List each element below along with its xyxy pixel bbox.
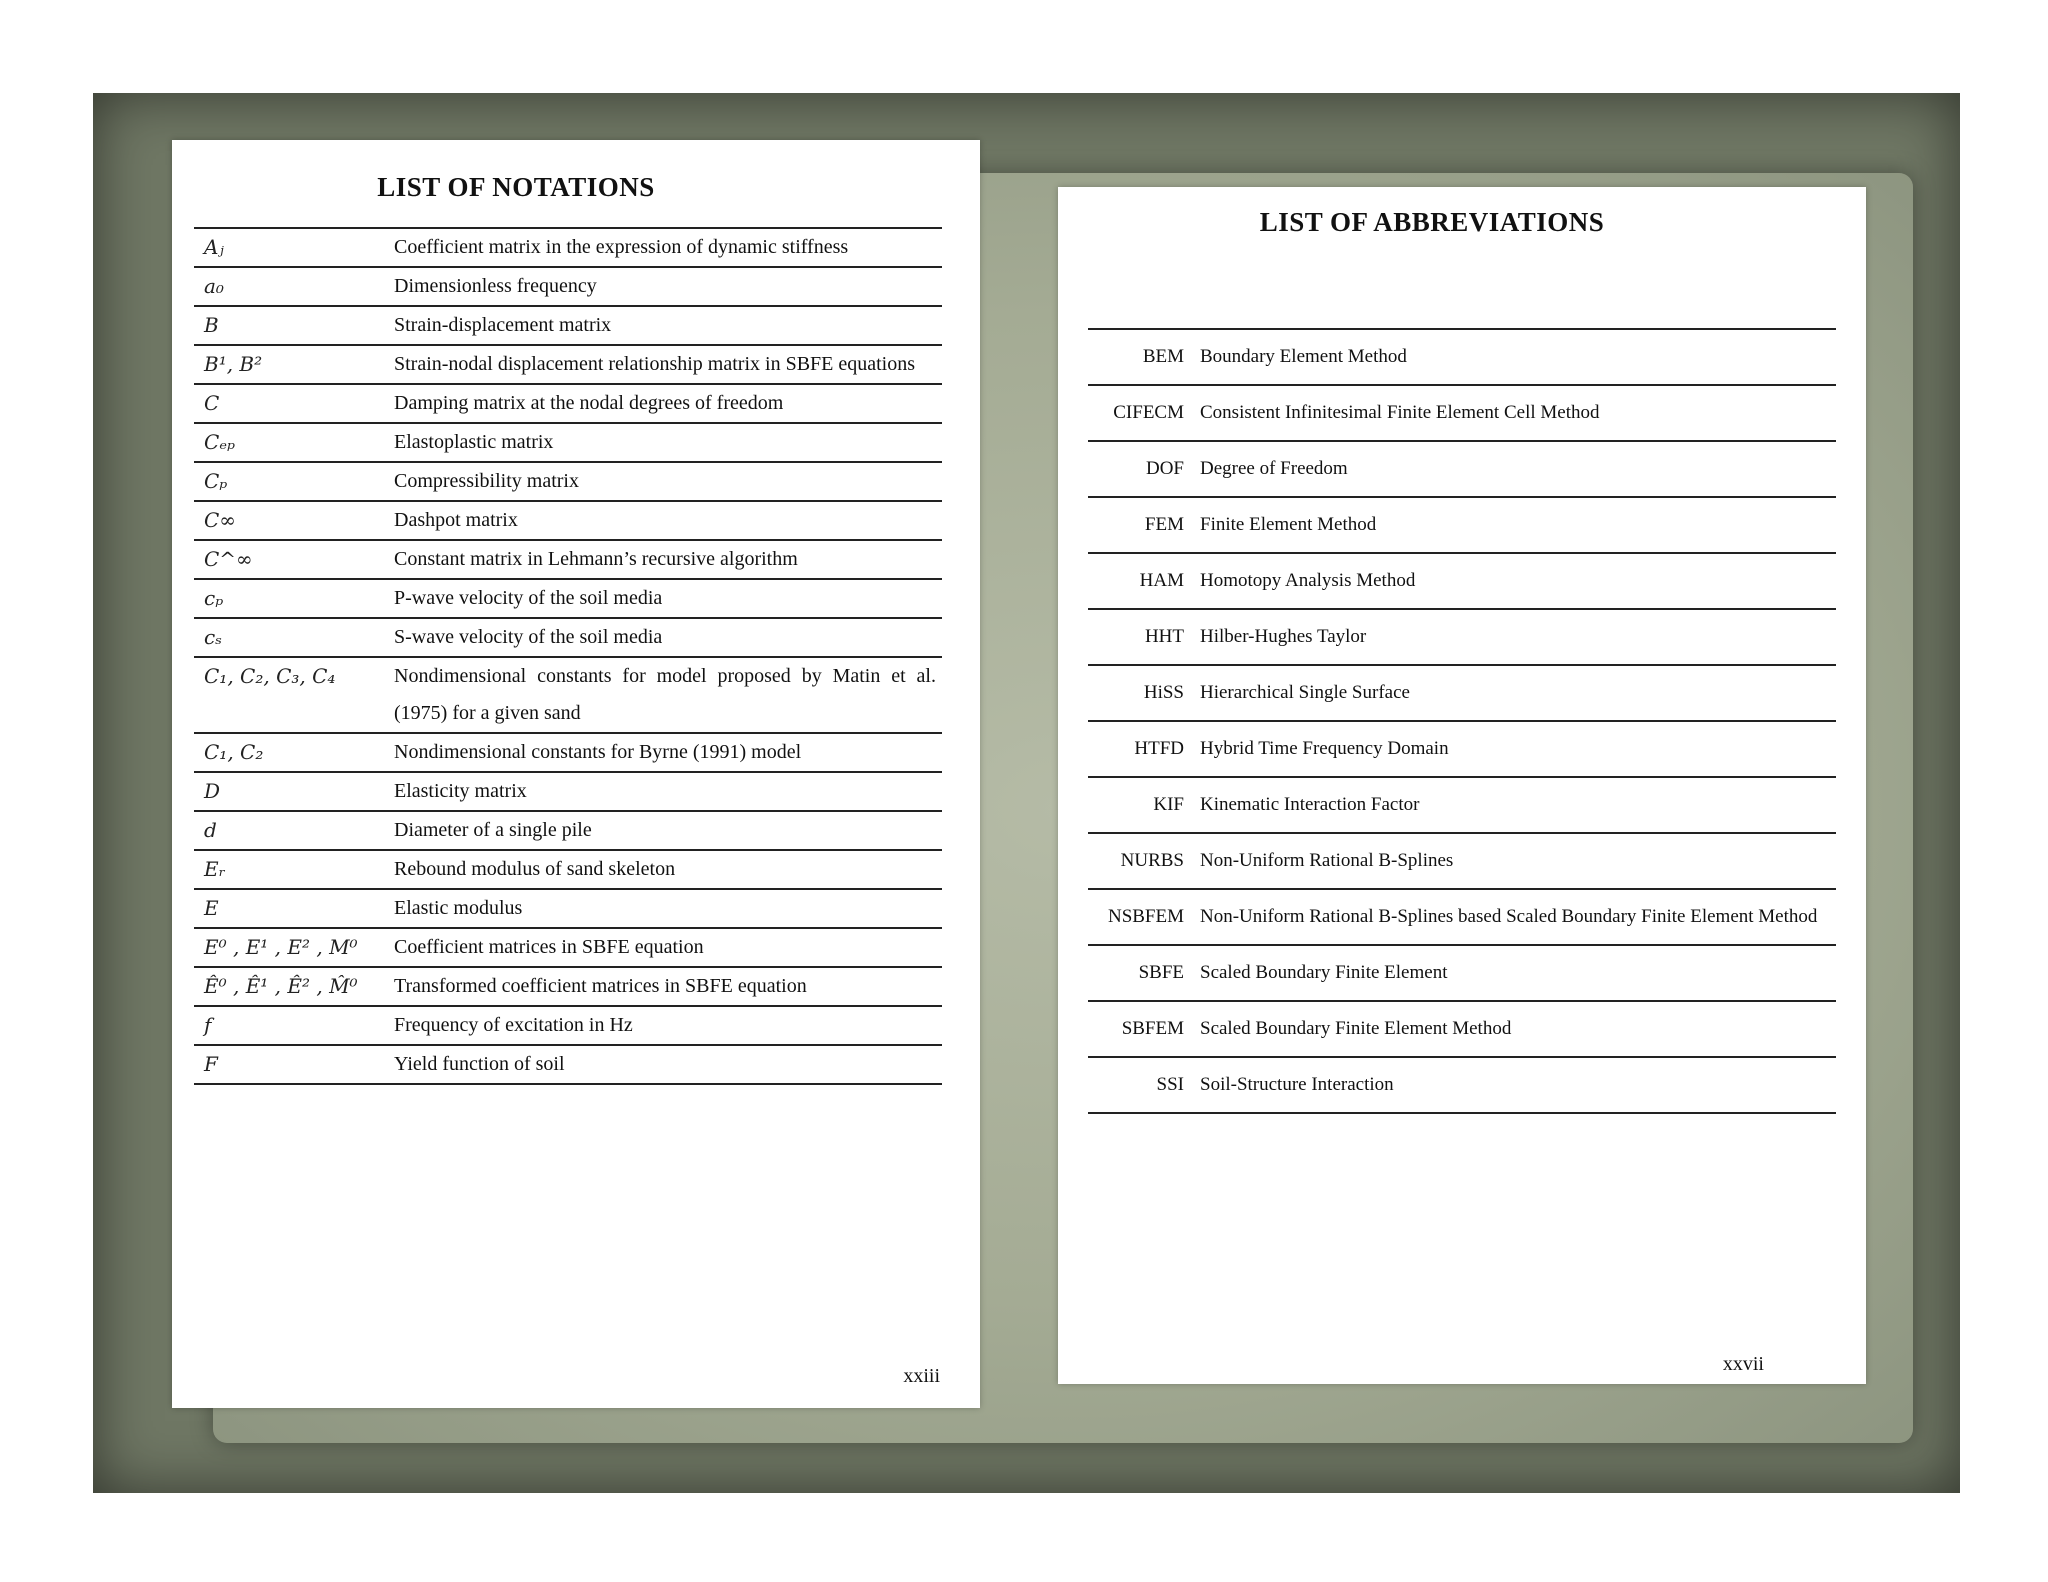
- notation-row: [194, 851, 942, 890]
- notation-row: [194, 268, 942, 307]
- notation-row: [194, 307, 942, 346]
- notation-row: [194, 773, 942, 812]
- notation-row: [194, 734, 942, 773]
- abbreviation-row: [1088, 1058, 1836, 1114]
- notation-symbol: a₀: [204, 274, 224, 298]
- abbreviation-code: NURBS: [1120, 850, 1184, 871]
- abbreviation-row: [1088, 1002, 1836, 1058]
- notation-description: Coefficient matrices in SBFE equation: [394, 936, 704, 958]
- notation-symbol: E: [204, 896, 219, 920]
- notation-description: Strain-displacement matrix: [394, 314, 612, 336]
- notation-description: Transformed coefficient matrices in SBFE equation: [394, 975, 807, 997]
- abbreviation-code: FEM: [1144, 514, 1184, 535]
- notation-symbol: B: [204, 313, 219, 337]
- abbreviation-code: HAM: [1139, 570, 1184, 591]
- notation-description: S-wave velocity of the soil media: [394, 626, 663, 648]
- notation-symbol: Ê⁰ , Ê¹ , Ê² , M̂⁰: [204, 974, 358, 998]
- abbreviation-meaning: Kinematic Interaction Factor: [1200, 794, 1420, 815]
- abbreviations-page-number: xxvii: [1722, 1353, 1764, 1375]
- abbreviation-code: HiSS: [1143, 682, 1184, 703]
- abbreviation-row: [1088, 834, 1836, 890]
- notation-symbol: Aⱼ: [204, 235, 224, 259]
- abbreviation-code: HHT: [1144, 626, 1184, 647]
- abbreviation-code: SBFE: [1138, 962, 1184, 983]
- notation-description: Elasticity matrix: [394, 780, 527, 802]
- abbreviation-row: [1088, 554, 1836, 610]
- notation-description: Nondimensional constants for Byrne (1991) model: [394, 741, 802, 763]
- abbreviation-meaning: Non-Uniform Rational B-Splines based Scaled Boundary Finite Element Method: [1200, 906, 1818, 927]
- notation-row: [194, 1046, 942, 1085]
- notation-row: [194, 502, 942, 541]
- notations-page: [172, 140, 980, 1408]
- notation-symbol: d: [204, 818, 217, 842]
- notation-description: Damping matrix at the nodal degrees of freedom: [394, 392, 784, 414]
- notation-symbol: B¹, B²: [204, 352, 263, 376]
- abbreviation-code: HTFD: [1134, 738, 1184, 759]
- abbreviation-meaning: Hilber-Hughes Taylor: [1200, 626, 1367, 647]
- abbreviation-code: SBFEM: [1121, 1018, 1184, 1039]
- abbreviation-meaning: Boundary Element Method: [1200, 346, 1407, 367]
- abbreviation-code: CIFECM: [1113, 402, 1184, 423]
- notation-row: [194, 619, 942, 658]
- abbreviation-meaning: Degree of Freedom: [1200, 458, 1348, 479]
- notation-row: [194, 812, 942, 851]
- notation-symbol: C₁, C₂: [204, 740, 264, 764]
- notation-description: Elastic modulus: [394, 897, 523, 919]
- abbreviation-code: NSBFEM: [1107, 906, 1184, 927]
- notation-row: [194, 541, 942, 580]
- notation-symbol: C^∞: [204, 547, 253, 571]
- abbreviation-row: [1088, 778, 1836, 834]
- notation-symbol: Cₚ: [204, 469, 228, 493]
- notation-description: Constant matrix in Lehmann’s recursive algorithm: [394, 548, 798, 570]
- abbreviation-row: [1088, 946, 1836, 1002]
- abbreviation-meaning: Scaled Boundary Finite Element: [1200, 962, 1448, 983]
- notation-symbol: f: [204, 1013, 212, 1037]
- abbreviations-title: LIST OF ABBREVIATIONS: [1259, 207, 1605, 237]
- abbreviation-row: [1088, 386, 1836, 442]
- notation-description: Yield function of soil: [394, 1053, 565, 1075]
- notation-symbol: C₁, C₂, C₃, C₄: [204, 664, 336, 688]
- abbreviations-page: [1058, 187, 1866, 1384]
- notations-page-number: xxiii: [903, 1365, 940, 1387]
- abbreviation-row: [1088, 498, 1836, 554]
- abbreviation-code: SSI: [1156, 1074, 1184, 1095]
- abbreviation-row: [1088, 330, 1836, 386]
- notation-symbol: C: [204, 391, 220, 415]
- notation-symbol: D: [204, 779, 221, 803]
- notation-symbol: E⁰ , E¹ , E² , M⁰: [204, 935, 358, 959]
- notation-row: [194, 346, 942, 385]
- abbreviation-meaning: Consistent Infinitesimal Finite Element Cell Method: [1200, 402, 1600, 423]
- abbreviation-meaning: Hierarchical Single Surface: [1200, 682, 1410, 703]
- notation-description: Strain-nodal displacement relationship matrix in SBFE equations: [394, 353, 916, 375]
- notation-row: [194, 385, 942, 424]
- notation-symbol: C∞: [204, 508, 236, 532]
- notation-row: [194, 1007, 942, 1046]
- notations-title: LIST OF NOTATIONS: [377, 172, 655, 202]
- notation-description: Frequency of excitation in Hz: [394, 1014, 633, 1036]
- notation-row: [194, 229, 942, 268]
- abbreviation-meaning: Homotopy Analysis Method: [1200, 570, 1416, 591]
- abbreviation-meaning: Soil-Structure Interaction: [1200, 1074, 1394, 1095]
- notations-table: [194, 227, 942, 1085]
- notation-symbol: F: [204, 1052, 218, 1076]
- notation-description: Dimensionless frequency: [394, 275, 597, 297]
- notation-row: [194, 658, 942, 734]
- notation-description: Coefficient matrix in the expression of dynamic stiffness: [394, 236, 849, 258]
- abbreviation-code: DOF: [1145, 458, 1184, 479]
- abbreviation-row: [1088, 722, 1836, 778]
- abbreviation-row: [1088, 890, 1836, 946]
- notation-description: Nondimensional constants for model proposed by Matin et al. (1975) for a given sand: [394, 665, 936, 724]
- notation-symbol: Eᵣ: [204, 857, 226, 881]
- abbreviation-code: BEM: [1142, 346, 1184, 367]
- notation-description: Dashpot matrix: [394, 509, 518, 531]
- notation-row: [194, 929, 942, 968]
- abbreviation-meaning: Hybrid Time Frequency Domain: [1200, 738, 1449, 759]
- abbreviation-row: [1088, 610, 1836, 666]
- notation-symbol: Cₑₚ: [204, 430, 236, 454]
- notation-row: [194, 463, 942, 502]
- abbreviation-row: [1088, 666, 1836, 722]
- notation-row: [194, 968, 942, 1007]
- abbreviations-table: [1088, 328, 1836, 1114]
- notation-description: Elastoplastic matrix: [394, 431, 554, 453]
- notation-row: [194, 580, 942, 619]
- notation-row: [194, 890, 942, 929]
- abbreviation-meaning: Finite Element Method: [1200, 514, 1377, 535]
- notation-symbol: cₛ: [204, 625, 222, 649]
- abbreviation-row: [1088, 442, 1836, 498]
- notation-description: Compressibility matrix: [394, 470, 579, 492]
- notation-description: P-wave velocity of the soil media: [394, 587, 663, 609]
- notation-symbol: cₚ: [204, 586, 224, 610]
- notation-row: [194, 424, 942, 463]
- abbreviation-meaning: Non-Uniform Rational B-Splines: [1200, 850, 1454, 871]
- notation-description: Rebound modulus of sand skeleton: [394, 858, 676, 880]
- abbreviation-meaning: Scaled Boundary Finite Element Method: [1200, 1018, 1512, 1039]
- abbreviation-code: KIF: [1153, 794, 1184, 815]
- notation-description: Diameter of a single pile: [394, 819, 592, 841]
